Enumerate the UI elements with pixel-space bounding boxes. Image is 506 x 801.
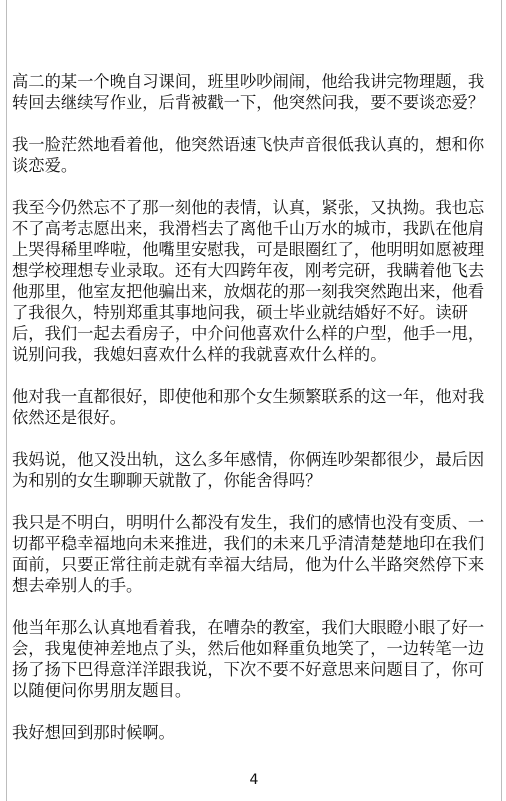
- paragraph-1: 高二的某一个晚自习课间，班里吵吵闹闹，他给我讲完物理题，我转回去继续写作业，后背被戳一下，他突然问我，要不要谈恋爱？: [12, 72, 485, 112]
- document-page: [6, 0, 502, 801]
- paragraph-8: 我好想回到那时候啊。: [12, 723, 175, 742]
- paragraph-4: 他对我一直都很好，即使他和那个女生频繁联系的这一年，他对我依然还是很好。: [12, 387, 485, 427]
- paragraph-6: 我只是不明白，明明什么都没有发生，我们的感情也没有变质、一切都平稳幸福地向未来推进，我们的未来几乎清清楚楚地印在我们面前，只要正常往前走就有幸福大结局，他为什么半路突然停下来想去牵别人的手。: [12, 513, 485, 595]
- paragraph-5: 我妈说，他又没出轨，这么多年感情，你俩连吵架都很少，最后因为和别的女生聊聊天就散了，你能舍得吗？: [12, 450, 485, 490]
- document-body: [12, 71, 498, 764]
- page-number: 4: [249, 772, 259, 788]
- paragraph-3: 我至今仍然忘不了那一刻他的表情，认真，紧张，又执拗。我也忘不了高考志愿出来，我滑档去了离他千山万水的城市，我趴在他肩上哭得稀里哗啦，他嘴里安慰我，可是眼圈红了，他明明如愿被理想学校理想专业录取。还有大四跨年夜，刚考完研，我瞒着他飞去他那里，他室友把他骗出来，放烟花的那一刻我突然跑出来，他看了我很久，特别郑重其事地问我，硕士毕业就结婚好不好。读研后，我们一起去看房子，中介问他喜欢什么样的户型，他手一甩，说别问我，我媳妇喜欢什么样的我就喜欢什么样的。: [12, 198, 485, 364]
- paragraph-2: 我一脸茫然地看着他，他突然语速飞快声音很低我认真的，想和你谈恋爱。: [12, 135, 485, 175]
- paragraph-7: 他当年那么认真地看着我，在嘈杂的教室，我们大眼瞪小眼了好一会，我鬼使神差地点了头，然后他如释重负地笑了，一边转笔一边扬了扬下巴得意洋洋跟我说，下次不要不好意思来问题目了，你可以随便问你男朋友题目。: [12, 618, 485, 700]
